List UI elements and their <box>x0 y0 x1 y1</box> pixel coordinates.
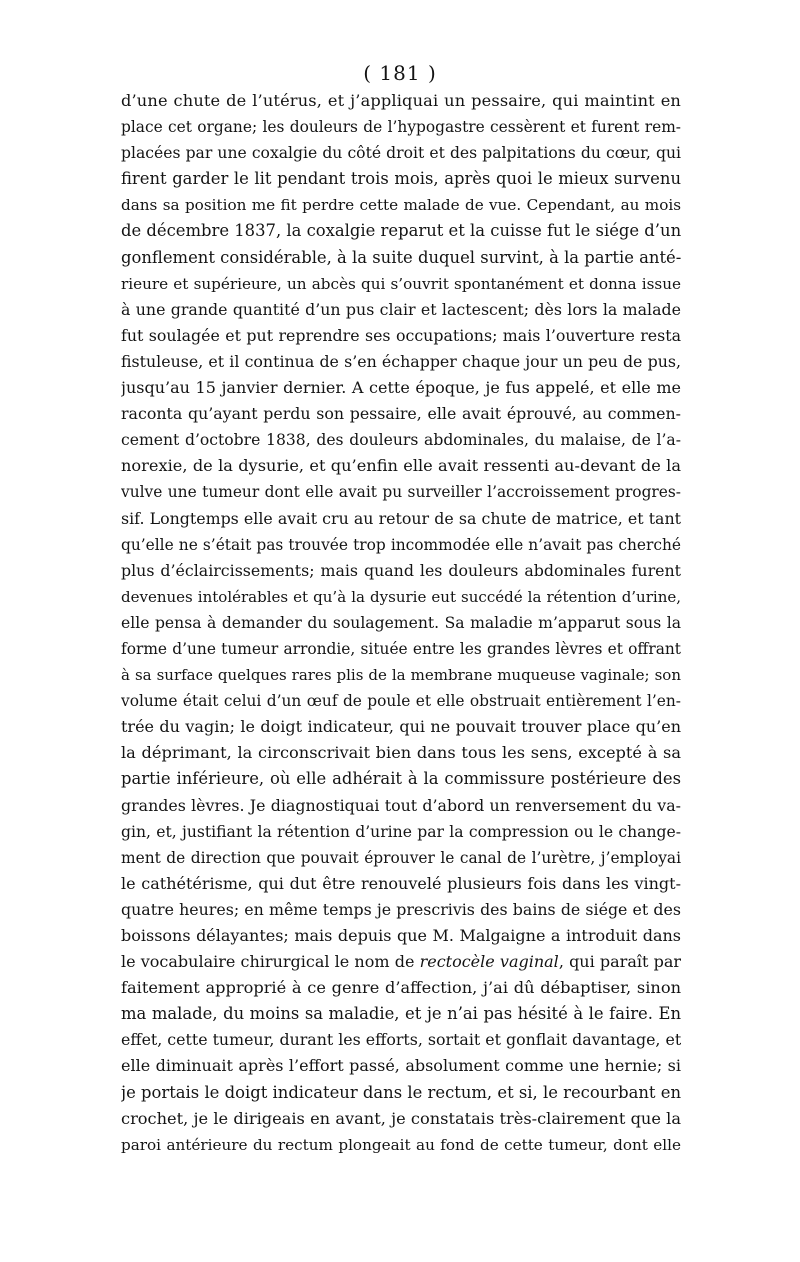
italic-term: rectocèle vaginal <box>419 952 559 972</box>
text-line: place cet organe; les douleurs de l’hypogastre cessèrent et furent rem- <box>121 118 681 137</box>
page-number: ( 181 ) <box>363 61 437 85</box>
text-line: dans sa position me fit perdre cette malade de vue. Cependant, au mois <box>121 196 681 215</box>
body-text <box>121 88 681 1158</box>
text-line: elle diminuait après l’effort passé, absolument comme une hernie; si <box>121 1056 681 1076</box>
text-line: volume était celui d’un œuf de poule et elle obstruait entièrement l’en- <box>121 692 681 711</box>
text-line: cement d’octobre 1838, des douleurs abdominales, du malaise, de l’a- <box>121 431 681 450</box>
text-line: à sa surface quelques rares plis de la membrane muqueuse vaginale; son <box>121 666 681 685</box>
text-line: crochet, je le dirigeais en avant, je constatais très-clairement que la <box>121 1108 681 1128</box>
text-line: je portais le doigt indicateur dans le rectum, et si, le recourbant en <box>121 1082 681 1102</box>
text-line: trée du vagin; le doigt indicateur, qui ne pouvait trouver place qu’en <box>121 717 681 737</box>
text-line: qu’elle ne s’était pas trouvée trop incommodée elle n’avait pas cherché <box>121 535 681 554</box>
text-line: partie inférieure, où elle adhérait à la commissure postérieure des <box>121 769 681 789</box>
text-line: devenues intolérables et qu’à la dysurie eut succédé la rétention d’urine, <box>121 587 681 606</box>
text-line: sif. Longtemps elle avait cru au retour de sa chute de matrice, et tant <box>121 508 681 528</box>
text-segment: , qui paraît par <box>558 952 681 972</box>
text-line: le cathétérisme, qui dut être renouvelé plusieurs fois dans les vingt- <box>121 873 681 893</box>
text-line: gin, et, justifiant la rétention d’urine par la compression ou le change- <box>121 822 681 841</box>
text-line: paroi antérieure du rectum plongeait au fond de cette tumeur, dont elle <box>121 1135 681 1154</box>
text-line-with-italic <box>121 949 681 975</box>
text-line: fut soulagée et put reprendre ses occupations; mais l’ouverture resta <box>121 325 681 345</box>
text-line: placées par une coxalgie du côté droit et des palpitations du cœur, qui <box>121 144 681 163</box>
text-line: rieure et supérieure, un abcès qui s’ouvrit spontanément et donna issue <box>121 274 681 293</box>
text-line: norexie, de la dysurie, et qu’enfin elle avait ressenti au-devant de la <box>121 456 681 476</box>
text-line: gonflement considérable, à la suite duquel survint, à la partie anté- <box>121 247 681 267</box>
text-line: forme d’une tumeur arrondie, située entre les grandes lèvres et offrant <box>121 639 681 658</box>
text-line: la déprimant, la circonscrivait bien dans tous les sens, excepté à sa <box>121 743 681 763</box>
text-line: de décembre 1837, la coxalgie reparut et la cuisse fut le siége d’un <box>121 221 681 241</box>
text-line: raconta qu’ayant perdu son pessaire, elle avait éprouvé, au commen- <box>121 404 681 424</box>
text-segment: le vocabulaire chirurgical le nom de <box>121 952 420 972</box>
text-line: vulve une tumeur dont elle avait pu surveiller l’accroissement progres- <box>121 483 681 502</box>
text-line: grandes lèvres. Je diagnostiquai tout d’abord un renversement du va- <box>121 795 681 815</box>
text-line: d’une chute de l’utérus, et j’appliquai un pessaire, qui maintint en <box>121 91 681 110</box>
text-line: ment de direction que pouvait éprouver le canal de l’urètre, j’employai <box>121 848 681 867</box>
text-line: jusqu’au 15 janvier dernier. A cette époque, je fus appelé, et elle me <box>121 378 681 398</box>
text-line: effet, cette tumeur, durant les efforts, sortait et gonflait davantage, et <box>121 1030 681 1050</box>
text-line: à une grande quantité d’un pus clair et lactescent; dès lors la malade <box>121 299 681 319</box>
text-line: elle pensa à demander du soulagement. Sa maladie m’apparut sous la <box>121 613 681 632</box>
text-line: fistuleuse, et il continua de s’en échapper chaque jour un peu de pus, <box>121 351 681 371</box>
text-line: firent garder le lit pendant trois mois, après quoi le mieux survenu <box>121 169 681 189</box>
text-line: plus d’éclaircissements; mais quand les douleurs abdominales furent <box>121 560 681 580</box>
text-line: faitement approprié à ce genre d’affection, j’ai dû débaptiser, sinon <box>121 978 681 998</box>
text-line: ma malade, du moins sa maladie, et je n’ai pas hésité à le faire. En <box>121 1004 681 1024</box>
text-line: quatre heures; en même temps je prescrivis des bains de siége et des <box>121 899 681 919</box>
text-line: boissons délayantes; mais depuis que M. Malgaigne a introduit dans <box>121 926 681 945</box>
